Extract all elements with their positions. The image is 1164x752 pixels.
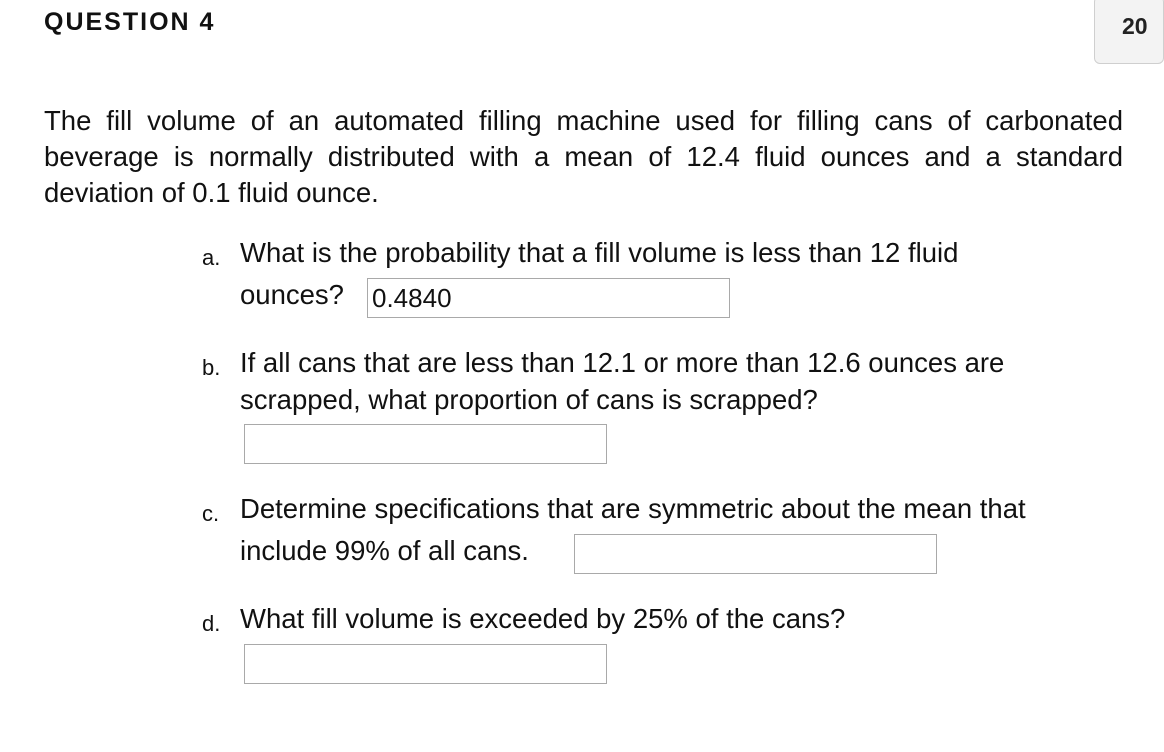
points-badge: 20 [1094,0,1164,64]
part-a-line2: ounces? [240,279,344,310]
part-c-letter: c. [202,501,220,526]
part-d-answer-input[interactable] [244,644,607,684]
part-a-letter: a. [202,245,221,270]
part-c-line1: Determine specifications that are symmetric about the mean that [240,493,1026,524]
part-a-answer-input[interactable] [367,278,730,318]
question-intro: The fill volume of an automated filling machine used for filling cans of carbonated beverage is normally distributed with a mean of 12.4 fluid ounces and a standard deviation of 0.1 fluid ounce. [44,105,1123,208]
part-b-answer-input[interactable] [244,424,607,464]
part-b-line1: If all cans that are less than 12.1 or more than 12.6 ounces are [240,347,1005,378]
part-b-letter: b. [202,355,221,380]
part-c-answer-input[interactable] [574,534,937,574]
part-b-line2: scrapped, what proportion of cans is scrapped? [240,384,818,415]
part-d-letter: d. [202,611,221,636]
part-a-line1: What is the probability that a fill volume is less than 12 fluid [240,237,959,268]
part-d-line1: What fill volume is exceeded by 25% of the cans? [240,603,846,634]
question-header: QUESTION 4 [44,8,216,36]
part-c-line2: include 99% of all cans. [240,535,529,566]
